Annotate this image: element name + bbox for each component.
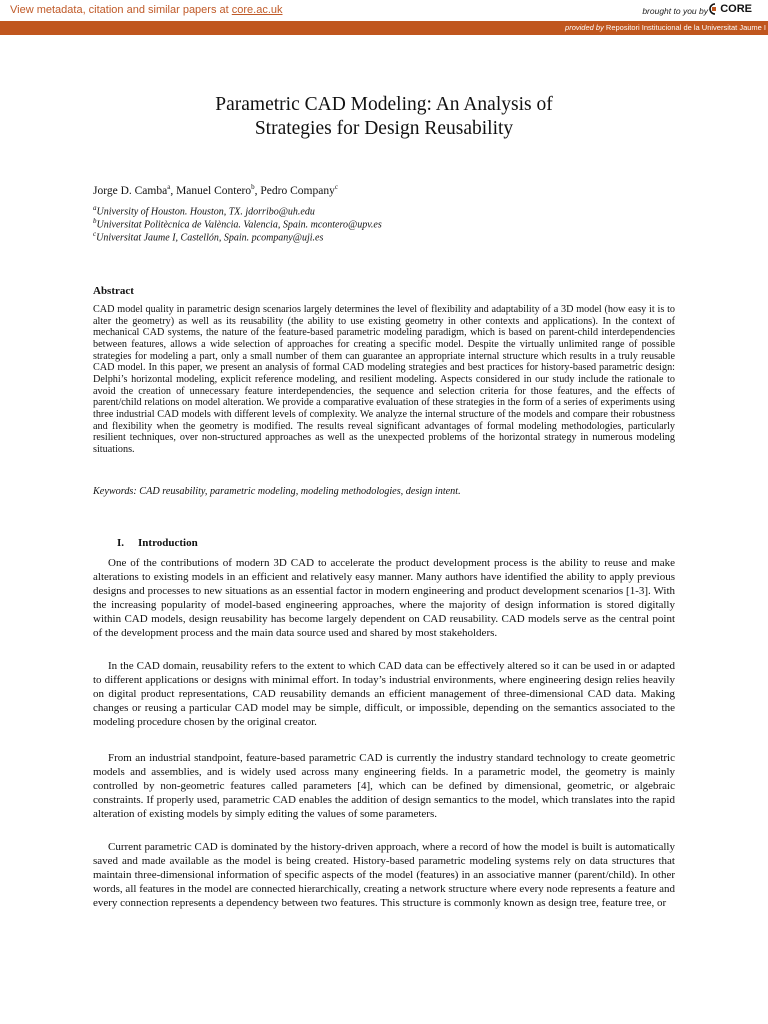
title-line-1: Parametric CAD Modeling: An Analysis of (215, 94, 553, 115)
provider-bar (0, 21, 768, 35)
brought-to-you-text: brought to you by (642, 6, 708, 16)
title-line-2: Strategies for Design Reusability (254, 118, 514, 139)
affiliation (93, 230, 323, 243)
keywords: Keywords: CAD reusability, parametric modeling, modeling methodologies, design intent. (93, 486, 461, 497)
affiliation-sup: a (93, 204, 97, 212)
paragraph-text: In the CAD domain, reusability refers to the extent to which CAD data can be effectively altered so it can be used in or adapted to different applications or designs with minimal effort. In today’s industrial environments, where engineering design relies heavily on digital product representations, CAD reusability demands an efficient management of three-dimensional CAD data. Making changes or reusing a particular CAD model may be simple, difficult, or impossible, depending on the semantics associated to the modeling procedure chosen by the original creator. (93, 660, 675, 728)
affiliation (93, 204, 315, 217)
affiliation (93, 217, 382, 230)
affiliation-sup: c (93, 230, 97, 238)
affiliation-text: Universitat Politècnica de València. Valencia, Spain. mcontero@upv.es (96, 219, 382, 231)
affiliation-sup: b (93, 217, 97, 225)
paper-title (92, 93, 676, 141)
metadata-text: View metadata, citation and similar papers at (10, 4, 229, 16)
body-paragraph (93, 840, 675, 910)
body-paragraph (93, 659, 675, 729)
metadata-link[interactable] (10, 4, 283, 16)
core-logo[interactable] (708, 3, 752, 15)
provided-by-label: provided by (565, 23, 604, 32)
section-title: Introduction (138, 537, 198, 549)
author-sup: b (251, 183, 255, 191)
paragraph-text: From an industrial standpoint, feature-based parametric CAD is currently the industry standard technology to create geometric models and assemblies, and is widely used across many engineering fields. In a parametric model, the geometry is mainly controlled by non-geometric features called parameters [4], which can be defined by dimensional, geometric, or algebraic constraints. If properly used, parametric CAD enables the addition of design semantics to the model, which translates into the rapid alteration of existing models by simply editing the values of some parameters. (93, 752, 675, 820)
body-paragraph (93, 751, 675, 821)
provider-name: Repositori Institucional de la Universitat Jaume I (605, 23, 766, 32)
paragraph-text: One of the contributions of modern 3D CAD to accelerate the product development process is the ability to reuse and make alterations to existing models in an efficient and relatively easy manner. Many authors have identified the ability to apply previous designs and processes to new situations as an essential factor in modern engineering and product development scenarios [1-3]. With the increasing popularity of model-based engineering approaches, where the majority of design information is stored digitally within CAD models, design reusability has become largely dependent on CAD reusability. CAD models serve as the central point of the development process and the main data source used and shared by most stakeholders. (93, 557, 675, 639)
author-sup: c (334, 183, 338, 191)
section-number: I. (117, 537, 125, 549)
body-paragraph (93, 556, 675, 640)
author-name: Manuel Contero (176, 184, 252, 197)
paragraph-text: Current parametric CAD is dominated by the history-driven approach, where a record of how the model is built is automatically saved and made available as the model is being created. History-based parametric modeling systems rely on data structures that maintain three-dimensional information of specific aspects of the model (features) in an associative manner (parent/child). In other words, all features in the model are connected hierarchically, creating a network structure where every node represents a feature and every connection represents a dependency between two features. This structure is commonly known as design tree, feature tree, or (93, 841, 675, 909)
core-logo-icon (708, 3, 718, 15)
author-name: Pedro Company (260, 184, 335, 197)
affiliation-text: Universitat Jaume I, Castellón, Spain. pcompany@uji.es (96, 232, 324, 244)
author-name: Jorge D. Camba (93, 184, 168, 197)
author-list: Jorge D. Camba$^a$, Manuel Contero$^b$, Pedro Company$^c$ (93, 183, 338, 197)
core-ac-uk-link[interactable]: core.ac.uk (231, 4, 283, 16)
author-sup: a (167, 183, 171, 191)
abstract-heading: Abstract (93, 285, 134, 297)
provider-text[interactable] (565, 23, 766, 32)
abstract-text: CAD model quality in parametric design scenarios largely determines the level of flexibility and adaptability of a 3D model (how easy it is to alter the geometry) as well as its reusability (the ability to use existing geometry in other contexts and applications). In the context of mechanical CAD systems, the nature of the feature-based parametric modeling paradigm, which is based on parent-child interdependencies between features, allows a wide selection of approaches for creating a specific model. Despite the virtually unlimited range of possible strategies for modeling a part, only a small number of them can guarantee an appropriate internal structure which results in a truly reusable CAD model. In this paper, we present an analysis of formal CAD modeling strategies and best practices for history-based parametric design: Delphi’s horizontal modeling, explicit reference modeling, and resilient modeling. Aspects considered in our study include the rationale to avoid the creation of unnecessary feature interdependencies, the sequence and selection criteria for those features, and the effects of parent/child relations on model alteration. We provide a comparative evaluation of these strategies in the form of a series of experiments using three industrial CAD models with different levels of complexity. We analyze the internal structure of the models and compare their robustness and flexibility when the geometry is modified. The results reveal significant advantages of formal modeling methodologies, particularly resilient techniques, over non-structured approaches as well as the unexpected problems of the horizontal strategy in numerous modeling situations. (93, 304, 675, 455)
core-header-bar (0, 0, 768, 21)
section-heading (117, 537, 198, 549)
affiliation-text: University of Houston. Houston, TX. jdorribo@uh.edu (96, 206, 315, 218)
core-label: CORE (720, 3, 752, 15)
